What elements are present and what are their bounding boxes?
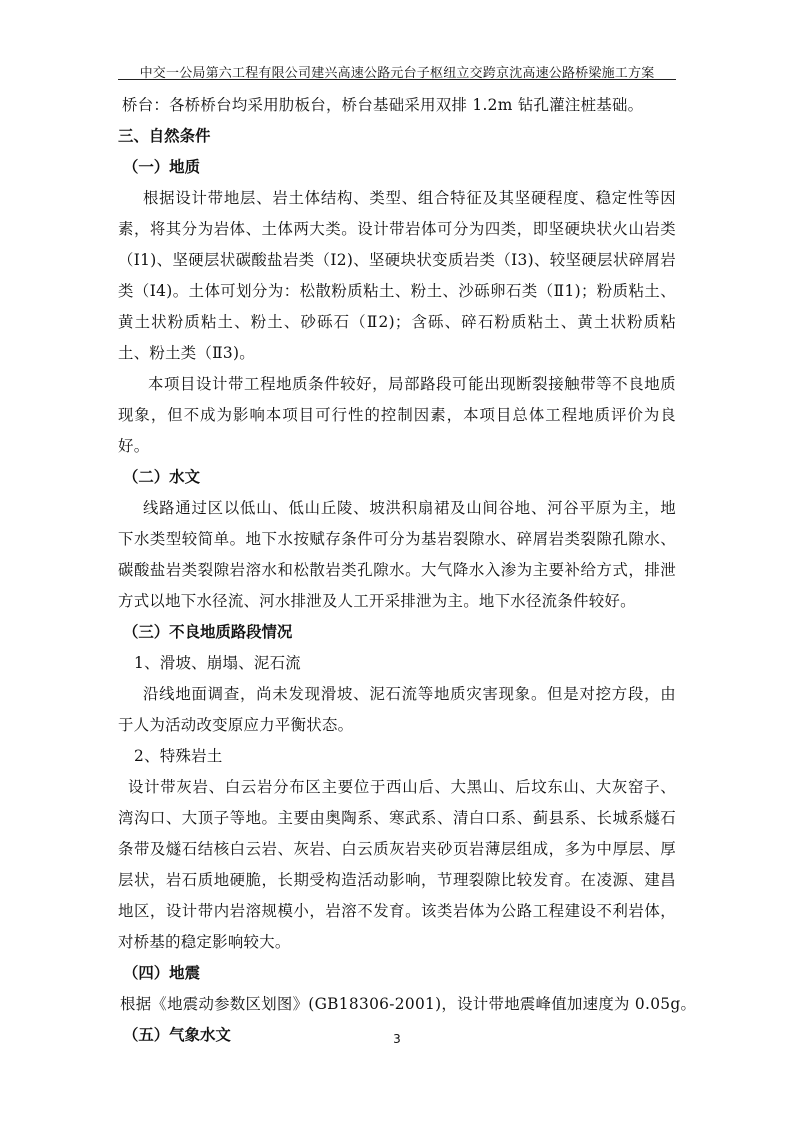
earthquake-paragraph: 根据《地震动参数区划图》(GB18306-2001)，设计带地震峰值加速度为 0.05g。 <box>120 995 697 1013</box>
section-heading-natural-conditions: 三、自然条件 <box>118 127 211 145</box>
page-number: 3 <box>393 1032 401 1046</box>
bridge-abutment-text: 桥台：各桥桥台均采用肋板台，桥台基础采用双排 1.2m 钻孔灌注桩基础。 <box>122 96 644 114</box>
page-header: 中交一公局第六工程有限公司建兴高速公路元台子枢纽立交跨京沈高速公路桥梁施工方案 <box>139 66 655 81</box>
heading-hydrology: （二）水文 <box>123 468 200 486</box>
heading-earthquake: （四）地震 <box>123 964 200 982</box>
header-rule <box>118 79 676 80</box>
subheading-landslide: 1、滑坡、崩塌、泥石流 <box>134 654 301 672</box>
page-content <box>118 90 697 1051</box>
special-rock-paragraph: 设计带灰岩、白云岩分布区主要位于西山后、大黑山、后坟东山、大灰窑子、湾沟口、大顶子等地。主要由奥陶系、寒武系、清白口系、蓟县系、长城系燧石条带及燧石结核白云岩、灰岩、白云质灰岩夹砂页岩薄层组成，多为中厚层、厚层状，岩石质地硬脆，长期受构造活动影响，节理裂隙比较发育。在凌源、建昌地区，设计带内岩溶规模小，岩溶不发育。该类岩体为公路工程建设不利岩体，对桥基的稳定影响较大。 <box>118 778 676 951</box>
subheading-special-rock: 2、特殊岩土 <box>134 747 223 765</box>
hydrology-paragraph: 线路通过区以低山、低山丘陵、坡洪积扇裙及山间谷地、河谷平原为主，地下水类型较简单。地下水按赋存条件可分为基岩裂隙水、碎屑岩类裂隙孔隙水、碳酸盐岩类裂隙岩溶水和松散岩类孔隙水。大气降水入渗为主要补给方式，排泄方式以地下水径流、河水排泄及人工开采排泄为主。地下水径流条件较好。 <box>118 499 676 610</box>
heading-geology: （一）地质 <box>123 158 200 176</box>
heading-climate-hydrology: （五）气象水文 <box>123 1026 231 1044</box>
geology-paragraph-1: 根据设计带地层、岩土体结构、类型、组合特征及其坚硬程度、稳定性等因素，将其分为岩体、土体两大类。设计带岩体可分为四类，即坚硬块状火山岩类（I1)、坚硬层状碳酸盐岩类（I2)、坚硬块状变质岩类（I3)、较坚硬层状碎屑岩类（I4)。土体可划分为：松散粉质粘土、粉土、沙砾卵石类（Ⅱ1)；粉质粘土、黄土状粉质粘土、粉土、砂砾石（Ⅱ2)；含砾、碎石粉质粘土、黄土状粉质粘土、粉土类（Ⅱ3)。 <box>118 189 676 362</box>
heading-adverse-geology: （三）不良地质路段情况 <box>123 623 293 641</box>
landslide-paragraph: 沿线地面调查，尚未发现滑坡、泥石流等地质灾害现象。但是对挖方段，由于人为活动改变原应力平衡状态。 <box>118 685 676 734</box>
geology-paragraph-2: 本项目设计带工程地质条件较好，局部路段可能出现断裂接触带等不良地质现象，但不成为影响本项目可行性的控制因素，本项目总体工程地质评价为良好。 <box>118 375 676 455</box>
